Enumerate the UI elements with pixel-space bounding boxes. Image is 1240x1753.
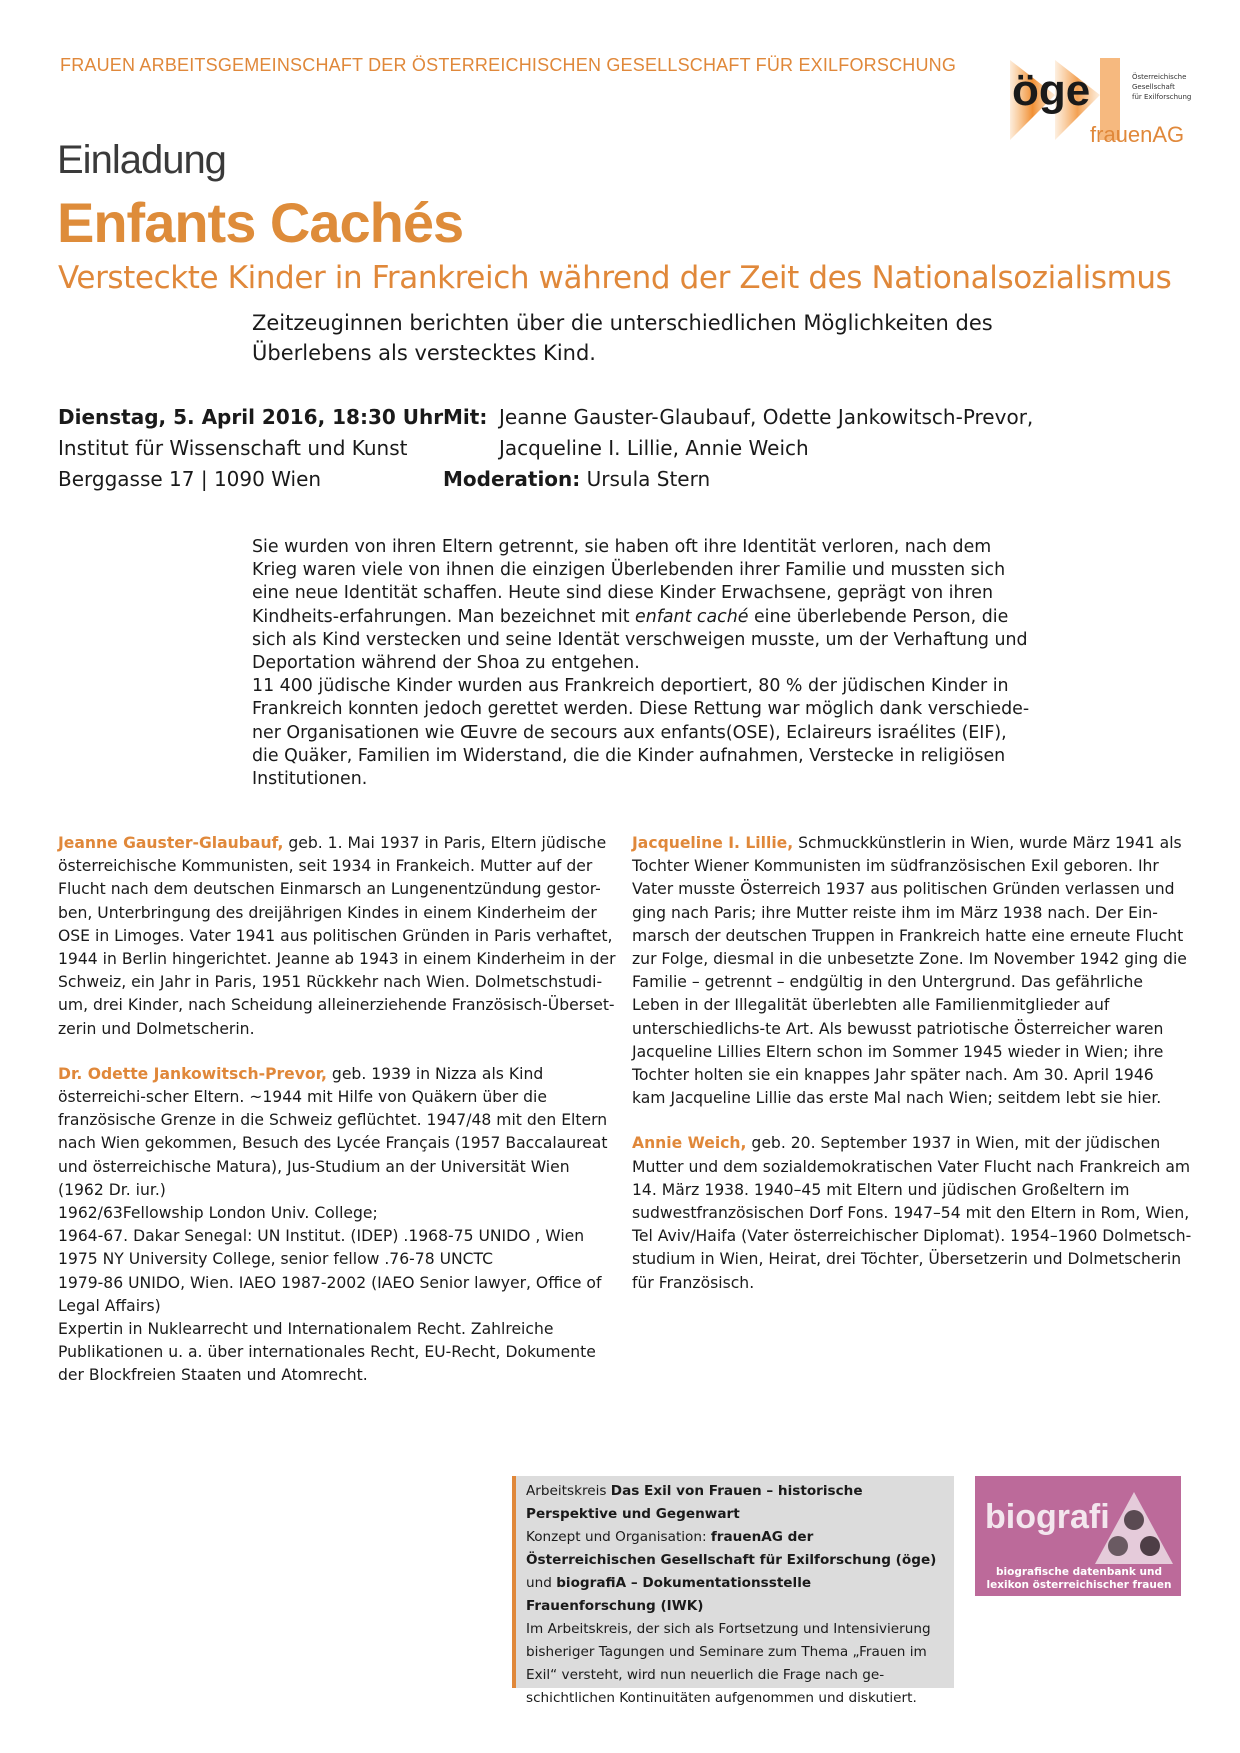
- logo-line: biografische datenbank und: [995, 1566, 1163, 1578]
- logo-line: lexikon österreichischer frauen: [986, 1579, 1172, 1591]
- bio-name: Jeanne Gauster-Glaubauf,: [58, 834, 284, 852]
- participants-line: Jacqueline I. Lillie, Annie Weich: [499, 436, 809, 460]
- bios-left-column: [58, 832, 618, 1410]
- logo-line: für Exilforschung: [1132, 93, 1192, 101]
- biografia-logo-word: biografi: [985, 1498, 1110, 1536]
- intro-line: Überlebens als verstecktes Kind.: [252, 341, 596, 365]
- event-participants: [443, 402, 1103, 495]
- oege-logo-word: öge: [1012, 66, 1091, 115]
- bio-text: geb. 1939 in Nizza als Kind österreichi-scher Eltern. ~1944 mit Hilfe von Quäkern über die französische Grenze in die Schweiz geflüchtet. 1947/48 mit den Eltern nach Wien gekommen, Besuch des Lycée Français (1957 Baccalaureat und österreichische Matura), Jus-Studium an der Universität Wien (1962 Dr. iur.) 1962/63Fellowship London Univ. College; 1964-67. Dakar Senegal: UN Institut. (IDEP) .1968-75 UNIDO , Wien 1975 NY University College, senior fellow .76-78 UNCTC 1979-86 UNIDO, Wien. IAEO 1987-2002 (IAEO Senior lawyer, Office of Legal Affairs) Expertin in Nuklearrecht und Internationalem Recht. Zahlreiche Publikationen u. a. über internationales Recht, EU-Recht, Dokumente der Blockfreien Staaten und Atomrecht.: [58, 1064, 608, 1385]
- biografia-logo-subtitle: [981, 1566, 1177, 1592]
- event-details: [58, 402, 458, 495]
- bio-text: Schmuckkünstlerin in Wien, wurde März 1941 als Tochter Wiener Kommunisten im südfranzösischen Exil geboren. Ihr Vater musste Österreich 1937 aus politischen Gründen verlassen und ging nach Paris; ihre Mutter reiste ihm im März 1938 nach. Der Ein-marsch der deutschen Truppen in Frankreich hatte eine erneute Flucht zur Folge, diesmal in die unbesetzte Zone. Im November 1942 ging die Familie – getrennt – endgültig in den Untergrund. Das gefährliche Leben in der Illegalität überlebten alle Familienmitglieder auf unterschiedlichs-te Art. Als bewusst patriotische Österreicher waren Jacqueline Lillies Eltern schon im Sommer 1945 wieder in Wien; ihre Tochter holten sie ein knappes Jahr später nach. Am 30. April 1946 kam Jacqueline Lillie das erste Mal nach Wien; seitdem lebt sie hier.: [632, 834, 1187, 1108]
- frauenag-logo-word: frauenAG: [1090, 122, 1185, 147]
- bio-name: Jacqueline I. Lillie,: [632, 834, 794, 852]
- footer-org: frauenAG der Österreichischen Gesellschaft für Exilforschung (öge): [526, 1529, 937, 1568]
- description-text: eine überlebende Person, die sich als Kind verstecken und seine Identät verschweigen musste, um der Verhaftung und Deportation während der Shoa zu entgehen.: [252, 606, 1028, 674]
- bio-text: geb. 20. September 1937 in Wien, mit der jüdischen Mutter und dem sozialdemokratischen Vater Flucht nach Frankreich am 14. März 1938. 1940–45 mit Eltern und jüdischen Großeltern im sudwestfranzösischen Dorf Fons. 1947–54 mit den Eltern in Rom, Wien, Tel Aviv/Haifa (Vater österreichischer Diplomat). 1954–1960 Dolmetsch-studium in Wien, Heirat, drei Töchter, Übersetzerin und Dolmetscherin für Französisch.: [632, 1134, 1192, 1292]
- moderation-name: Ursula Stern: [586, 467, 711, 491]
- oege-logo-small-text: [1132, 72, 1191, 102]
- bio-name: Annie Weich,: [632, 1134, 747, 1153]
- footer-arbeitskreis: [526, 1480, 944, 1526]
- biografia-logo: [975, 1476, 1181, 1596]
- footer-konzept: [526, 1526, 944, 1618]
- participants-line: Jeanne Gauster-Glaubauf, Odette Jankowitsch-Prevor,: [499, 405, 1034, 429]
- bio-jacqueline: [632, 832, 1192, 1110]
- bio-odette: [58, 1063, 618, 1388]
- description-paragraph: 11 400 jüdische Kinder wurden aus Frankreich deportiert, 80 % der jüdischen Kinder in Frankreich konnten jedoch gerettet werden. Diese Rettung war möglich dank verschiede-ner Organisationen wie Œuvre de secours aux enfants(OSE), Eclaireurs israélites (EIF), die Quäker, Familien im Widerstand, die die Kinder aufnahmen, Verstecke in religiösen Institutionen.: [252, 676, 1030, 790]
- event-datetime: Dienstag, 5. April 2016, 18:30 Uhr: [58, 405, 444, 429]
- bio-name: Dr. Odette Jankowitsch-Prevor,: [58, 1064, 327, 1083]
- logo-line: Österreichische: [1132, 73, 1187, 81]
- invitation-label: Einladung: [57, 138, 226, 182]
- page-title: Enfants Cachés: [57, 191, 464, 254]
- footer-text: und: [526, 1575, 557, 1591]
- intro-line: Zeitzeuginnen berichten über die unterschiedlichen Möglichkeiten des: [252, 311, 993, 335]
- footer-text: Im Arbeitskreis, der sich als Fortsetzung und Intensivierung bisheriger Tagungen und Seminare zum Thema „Frauen im Exil“ versteht, wird nun neuerlich die Frage nach ge-schichtlichen Kontinuitäten aufgenommen und diskutiert.: [526, 1621, 931, 1706]
- bio-text: geb. 1. Mai 1937 in Paris, Eltern jüdische österreichische Kommunisten, seit 1934 in Frankeich. Mutter auf der Flucht nach dem deutschen Einmarsch an Lungenentzündung gestor-ben, Unterbringung des dreijährigen Kindes in einem Kinderheim der OSE in Limoges. Vater 1941 aus politischen Gründen in Paris verhaftet, 1944 in Berlin hingerichtet. Jeanne ab 1943 in einem Kinderheim in der Schweiz, ein Jahr in Paris, 1951 Rückkehr nach Wien. Dolmetschstudi-um, drei Kinder, nach Scheidung alleinerziehende Französisch-Überset-zerin und Dolmetscherin.: [58, 834, 616, 1038]
- logo-line: Gesellschaft: [1132, 83, 1175, 91]
- bios-right-column: [632, 832, 1192, 1317]
- footer-arbeitskreis-title: Das Exil von Frauen – historische Perspektive und Gegenwart: [526, 1483, 863, 1522]
- bio-jeanne: [58, 832, 618, 1041]
- moderation-label: Moderation:: [443, 467, 581, 491]
- description-paragraph: [252, 536, 1032, 675]
- oege-frauenag-logo: [1000, 50, 1200, 160]
- intro-text: [252, 308, 1012, 368]
- mit-label: Mit:: [443, 405, 488, 429]
- description-text: Sie wurden von ihren Eltern getrennt, sie haben oft ihre Identität verloren, nach dem Krieg waren viele von ihnen die einzigen Überlebenden ihrer Familie und mussten sich eine neue Identität schaffen. Heute sind diese Kinder Erwachsene, geprägt von ihren Kindheits-erfahrungen. Man bezeichnet mit: [252, 537, 1006, 627]
- page-subtitle: Versteckte Kinder in Frankreich während der Zeit des Nationalsozialismus: [58, 260, 1172, 296]
- event-venue: Institut für Wissenschaft und Kunst: [58, 436, 408, 460]
- footer-info-box: [512, 1476, 954, 1706]
- event-description: [252, 536, 1032, 791]
- organization-header: FRAUEN ARBEITSGEMEINSCHAFT DER ÖSTERREICHISCHEN GESELLSCHAFT FÜR EXILFORSCHUNG: [60, 55, 957, 75]
- footer-label: Konzept und Organisation:: [526, 1529, 711, 1545]
- event-address: Berggasse 17 | 1090 Wien: [58, 467, 322, 491]
- footer-org: biografiA – Dokumentationsstelle Frauenforschung (IWK): [526, 1575, 812, 1614]
- bio-annie: [632, 1132, 1192, 1294]
- footer-label: Arbeitskreis: [526, 1483, 611, 1499]
- description-italic-term: enfant caché: [635, 606, 749, 627]
